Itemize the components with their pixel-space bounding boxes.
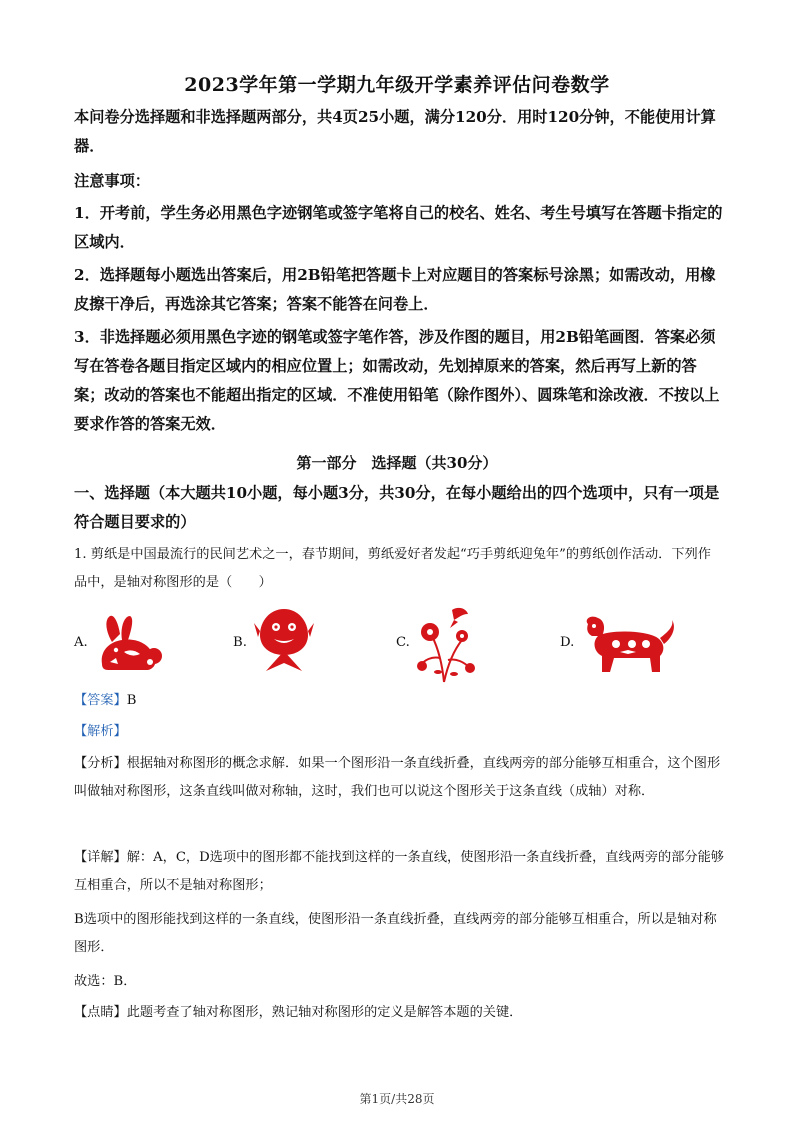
page-footer: 第1页/共28页 xyxy=(359,1092,435,1106)
detail-text-1: 解：A，C，D选项中的图形都不能找到这样的一条直线，使图形沿一条直线折叠，直线两旁的部分能够互相重合，所以不是轴对称图形； xyxy=(74,850,724,893)
rabbit-papercut-icon xyxy=(94,612,170,674)
comment-tag: 【点睛】 xyxy=(74,1005,127,1020)
fish-papercut-icon xyxy=(254,605,314,675)
question-1: 1. 剪纸是中国最流行的民间艺术之一，春节期间，剪纸爱好者发起“巧手剪纸迎兔年”的剪纸创作活动．下列作品中，是轴对称图形的是（ ） xyxy=(74,547,711,590)
part-heading: 一、选择题（本大题共10小题，每小题3分，共30分，在每小题给出的四个选项中，只有一项是符合题目要求的） xyxy=(74,484,720,531)
fenxi-text: 根据轴对称图形的概念求解．如果一个图形沿一条直线折叠，直线两旁的部分能够互相重合，这个图形叫做轴对称图形，这条直线叫做对称轴，这时，我们也可以说这个图形关于这条直线（成轴）对称． xyxy=(74,756,721,799)
notice-item-1: 1．开考前，学生务必用黑色字迹钢笔或签字笔将自己的校名、姓名、考生号填写在答题卡指定的区域内． xyxy=(74,204,723,251)
detail-tag: 【详解】 xyxy=(74,850,127,865)
notice-item-2: 2．选择题每小题选出答案后，用2B铅笔把答题卡上对应题目的答案标号涂黑；如需改动，用橡皮擦干净后，再选涂其它答案；答案不能答在问卷上． xyxy=(74,266,716,313)
analysis-tag: 【解析】 xyxy=(74,724,127,739)
flower-bird-papercut-icon xyxy=(414,602,476,684)
fenxi-block xyxy=(74,750,724,806)
answer-tag: 【答案】 xyxy=(74,693,127,708)
fenxi-tag: 【分析】 xyxy=(74,756,127,771)
dog-papercut-icon xyxy=(580,614,676,676)
answer-line xyxy=(74,687,724,715)
notice-heading: 注意事项： xyxy=(74,172,150,190)
notice-item-3: 3．非选择题必须用黑色字迹的钢笔或签字笔作答，涉及作图的题目，用2B铅笔画图．答案必须写在答卷各题目指定区域内的相应位置上；如需改动，先划掉原来的答案，然后再写上新的答案；改动的答案也不能超出指定的区域．不准使用铅笔（除作图外）、圆珠笔和涂改液．不按以上要求作答的答案无效． xyxy=(74,328,720,433)
option-c-label: C. xyxy=(396,635,410,650)
detail-text-2: B选项中的图形能找到这样的一条直线，使图形沿一条直线折叠，直线两旁的部分能够互相重合，所以是轴对称图形． xyxy=(74,912,717,955)
option-b-label: B. xyxy=(233,635,247,650)
analysis-line xyxy=(74,718,724,746)
comment-block xyxy=(74,999,724,1027)
choice-text: 故选：B． xyxy=(74,974,137,989)
page-title: 2023学年第一学期九年级开学素养评估问卷数学 xyxy=(184,74,610,96)
comment-text: 此题考查了轴对称图形，熟记轴对称图形的定义是解答本题的关键． xyxy=(126,1005,523,1020)
section-title: 第一部分 选择题（共30分） xyxy=(296,454,498,472)
option-a-label: A. xyxy=(74,635,88,650)
option-d-label: D. xyxy=(560,635,575,650)
answer-value: B xyxy=(126,693,137,708)
intro-text: 本问卷分选择题和非选择题两部分，共4页25小题，满分120分．用时120分钟，不能使用计算器． xyxy=(74,108,716,155)
detail-block xyxy=(74,844,724,900)
